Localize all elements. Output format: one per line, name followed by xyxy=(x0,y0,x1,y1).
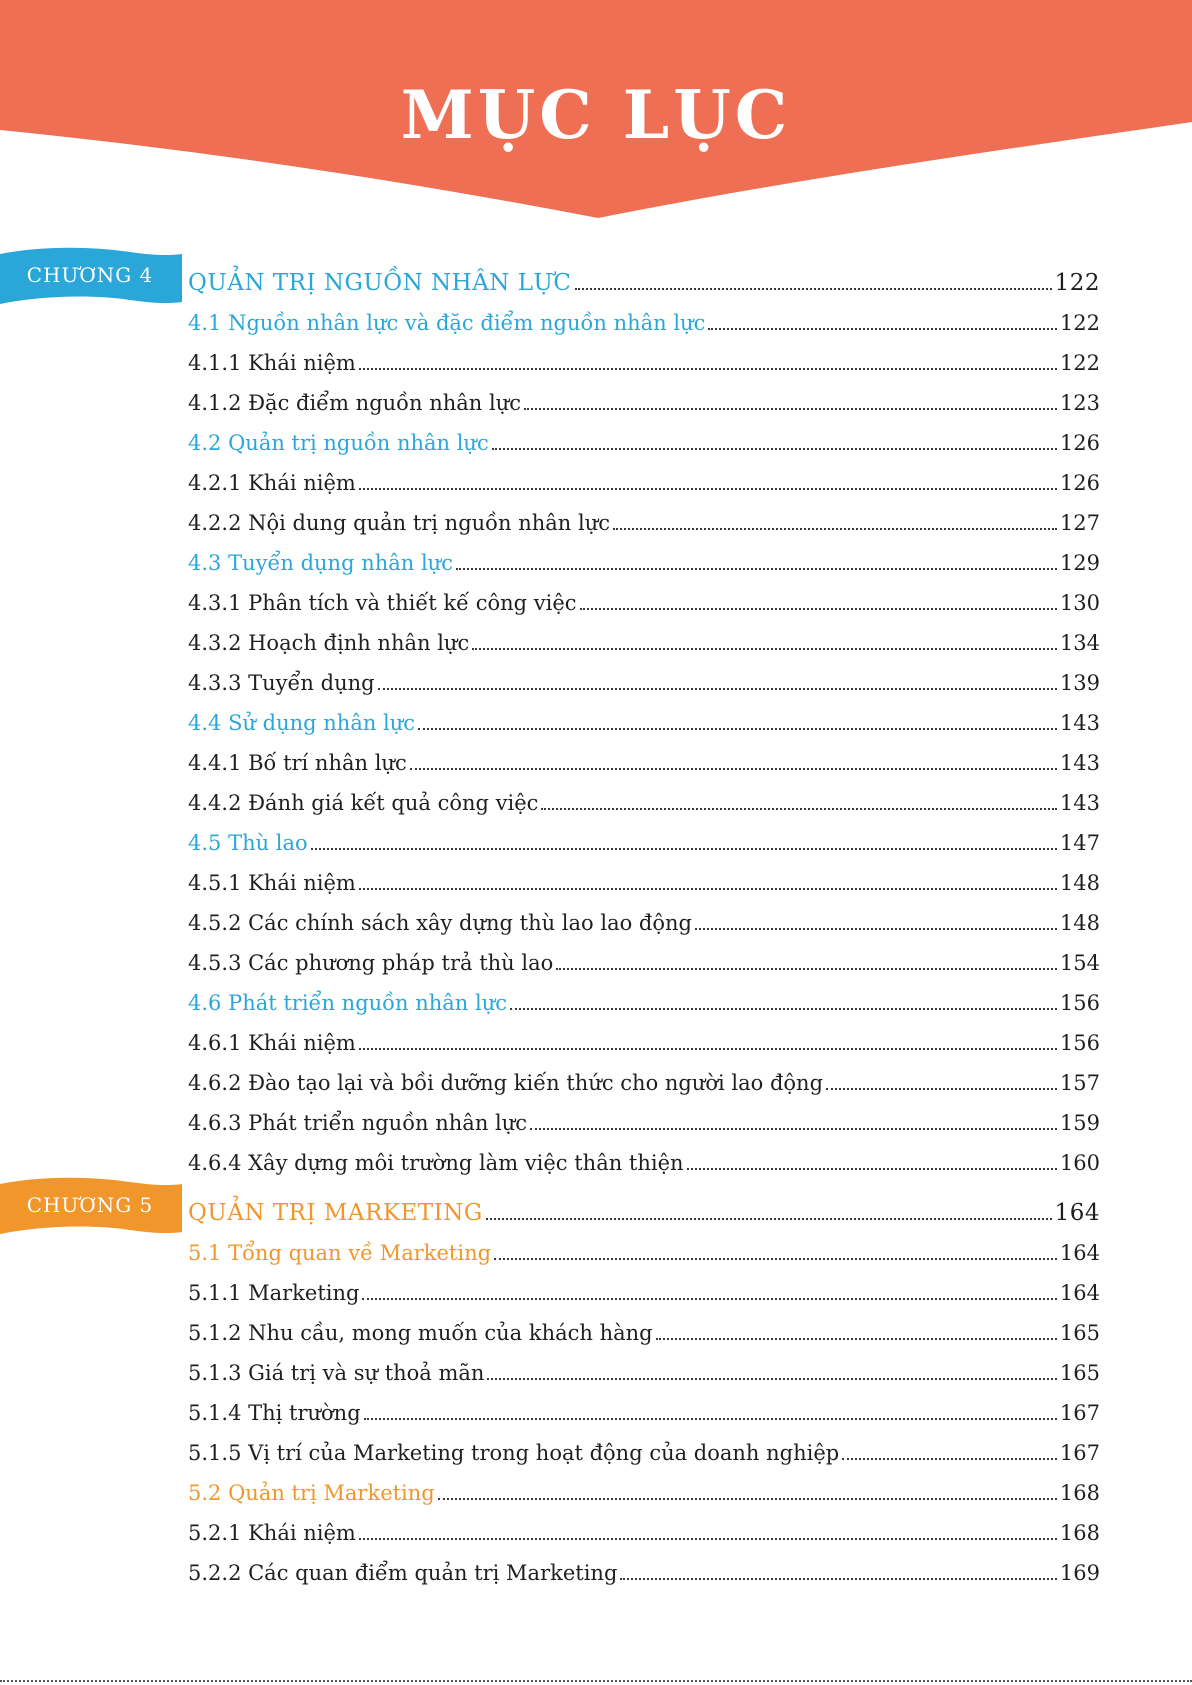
toc-page-number: 164 xyxy=(1059,1241,1100,1265)
toc-entry-title: 5.1.5 Vị trí của Marketing trong hoạt động của doanh nghiệp xyxy=(188,1441,840,1465)
dot-leader xyxy=(656,1338,1057,1340)
toc-entry-title: 4.5.1 Khái niệm xyxy=(188,871,356,895)
toc-page-number: 122 xyxy=(1059,351,1100,375)
toc-chapter-title: QUẢN TRỊ NGUỒN NHÂN LỰC xyxy=(188,270,572,296)
page-title: MỤC LỤC xyxy=(400,76,792,154)
toc-entry[interactable] xyxy=(188,742,1100,776)
dot-leader xyxy=(359,1048,1057,1050)
toc-entry[interactable] xyxy=(188,862,1100,896)
toc-entry-title: 5.1.4 Thị trường xyxy=(188,1401,361,1425)
toc-entry-title: 4.2.2 Nội dung quản trị nguồn nhân lực xyxy=(188,511,610,535)
dot-leader xyxy=(487,1378,1056,1380)
toc-page-number: 169 xyxy=(1059,1561,1100,1585)
toc-entry[interactable] xyxy=(188,1272,1100,1306)
toc-page-number: 165 xyxy=(1059,1321,1100,1345)
dot-leader xyxy=(438,1498,1057,1500)
toc-entry-title: 4.6.4 Xây dựng môi trường làm việc thân thiện xyxy=(188,1151,684,1175)
toc-entry[interactable] xyxy=(188,1102,1100,1136)
toc-page-number: 126 xyxy=(1059,431,1100,455)
toc-chapter-4[interactable] xyxy=(188,262,1100,296)
toc-entry-title: 4.3.2 Hoạch định nhân lực xyxy=(188,631,470,655)
dot-leader xyxy=(580,608,1057,610)
toc-page-number: 139 xyxy=(1059,671,1100,695)
toc-page-number: 160 xyxy=(1059,1151,1100,1175)
toc-entry-title: 4.3 Tuyển dụng nhân lực xyxy=(188,551,453,575)
toc-entry-title: 4.1 Nguồn nhân lực và đặc điểm nguồn nhân lực xyxy=(188,311,706,335)
dot-leader xyxy=(364,1418,1057,1420)
toc-entry[interactable] xyxy=(188,582,1100,616)
toc-entry[interactable] xyxy=(188,662,1100,696)
dot-leader xyxy=(486,1218,1052,1220)
dot-leader xyxy=(359,488,1057,490)
toc-entry[interactable] xyxy=(188,1232,1100,1266)
toc-entry[interactable] xyxy=(188,822,1100,856)
toc-page-number: 123 xyxy=(1059,391,1100,415)
toc-entry-title: 4.1.1 Khái niệm xyxy=(188,351,356,375)
toc-entry-title: 5.2.2 Các quan điểm quản trị Marketing xyxy=(188,1561,618,1585)
dot-leader xyxy=(826,1088,1057,1090)
toc-page-number: 164 xyxy=(1059,1281,1100,1305)
dot-leader xyxy=(530,1128,1057,1130)
toc-page-number: 134 xyxy=(1059,631,1100,655)
toc-page-number: 168 xyxy=(1059,1521,1100,1545)
toc-page-number: 157 xyxy=(1059,1071,1100,1095)
toc-page-number: 154 xyxy=(1059,951,1100,975)
toc-page-number: 165 xyxy=(1059,1361,1100,1385)
toc-entry-title: 5.1.1 Marketing xyxy=(188,1281,360,1305)
toc-entry[interactable] xyxy=(188,542,1100,576)
toc-entry-title: 4.4.2 Đánh giá kết quả công việc xyxy=(188,791,539,815)
toc-entry-title: 4.5 Thù lao xyxy=(188,831,308,855)
toc-entry[interactable] xyxy=(188,1512,1100,1546)
dot-leader xyxy=(492,448,1057,450)
toc-page-number: 148 xyxy=(1059,911,1100,935)
toc-entry[interactable] xyxy=(188,622,1100,656)
toc-entry[interactable] xyxy=(188,942,1100,976)
toc-page-number: 164 xyxy=(1054,1200,1100,1226)
dot-leader xyxy=(687,1168,1057,1170)
toc-entry-title: 4.5.3 Các phương pháp trả thù lao xyxy=(188,951,554,975)
dot-leader xyxy=(613,528,1057,530)
dot-leader xyxy=(311,848,1057,850)
toc-entry[interactable] xyxy=(188,422,1100,456)
toc-entry[interactable] xyxy=(188,1392,1100,1426)
dot-leader xyxy=(359,368,1057,370)
toc-entry-title: 4.3.1 Phân tích và thiết kế công việc xyxy=(188,591,577,615)
toc-entry[interactable] xyxy=(188,1142,1100,1176)
toc-entry-title: 5.1 Tổng quan về Marketing xyxy=(188,1241,492,1265)
dot-leader xyxy=(510,1008,1057,1010)
toc-entry-title: 4.4 Sử dụng nhân lực xyxy=(188,711,416,735)
toc-page-number: 143 xyxy=(1059,791,1100,815)
footer-divider xyxy=(0,1680,1192,1682)
toc-page-number: 143 xyxy=(1059,751,1100,775)
dot-leader xyxy=(362,1298,1056,1300)
dot-leader xyxy=(472,648,1057,650)
toc-entry[interactable] xyxy=(188,902,1100,936)
dot-leader xyxy=(541,808,1057,810)
dot-leader xyxy=(410,768,1057,770)
toc-entry[interactable] xyxy=(188,462,1100,496)
toc-entry-title: 4.2.1 Khái niệm xyxy=(188,471,356,495)
dot-leader xyxy=(494,1258,1057,1260)
toc-entry-title: 4.6.2 Đào tạo lại và bồi dưỡng kiến thức cho người lao động xyxy=(188,1071,824,1095)
toc-page-number: 143 xyxy=(1059,711,1100,735)
toc-entry[interactable] xyxy=(188,502,1100,536)
toc-page-number: 156 xyxy=(1059,1031,1100,1055)
chapter-4-tag-label: CHƯƠNG 4 xyxy=(26,263,154,287)
toc-entry[interactable] xyxy=(188,1352,1100,1386)
dot-leader xyxy=(456,568,1057,570)
toc-chapter-5[interactable] xyxy=(188,1192,1100,1226)
toc-entry-title: 5.1.2 Nhu cầu, mong muốn của khách hàng xyxy=(188,1321,653,1345)
toc-entry-title: 4.6.1 Khái niệm xyxy=(188,1031,356,1055)
toc-entry[interactable] xyxy=(188,1472,1100,1506)
toc-entry-title: 4.6.3 Phát triển nguồn nhân lực xyxy=(188,1111,528,1135)
toc-entry-title: 4.6 Phát triển nguồn nhân lực xyxy=(188,991,507,1015)
toc-page-number: 130 xyxy=(1059,591,1100,615)
toc-page-number: 168 xyxy=(1059,1481,1100,1505)
dot-leader xyxy=(378,688,1057,690)
toc-entry[interactable] xyxy=(188,302,1100,336)
toc-page-number: 129 xyxy=(1059,551,1100,575)
toc-page-number: 147 xyxy=(1059,831,1100,855)
dot-leader xyxy=(695,928,1057,930)
dot-leader xyxy=(708,328,1057,330)
toc-page-number: 127 xyxy=(1059,511,1100,535)
dot-leader xyxy=(359,1538,1057,1540)
toc-entry[interactable] xyxy=(188,1432,1100,1466)
toc-page-number: 159 xyxy=(1059,1111,1100,1135)
toc-entry[interactable] xyxy=(188,702,1100,736)
toc-page-number: 156 xyxy=(1059,991,1100,1015)
toc-entry-title: 5.1.3 Giá trị và sự thoả mãn xyxy=(188,1361,485,1385)
toc-chapter-title: QUẢN TRỊ MARKETING xyxy=(188,1200,483,1226)
toc-entry[interactable] xyxy=(188,342,1100,376)
toc-entry-title: 4.2 Quản trị nguồn nhân lực xyxy=(188,431,489,455)
toc-page-number: 126 xyxy=(1059,471,1100,495)
dot-leader xyxy=(524,408,1057,410)
toc-entry[interactable] xyxy=(188,1552,1100,1586)
toc-entry-title: 5.2 Quản trị Marketing xyxy=(188,1481,435,1505)
dot-leader xyxy=(620,1578,1057,1580)
toc-entry[interactable] xyxy=(188,1022,1100,1056)
dot-leader xyxy=(575,288,1052,290)
toc-entry[interactable] xyxy=(188,1062,1100,1096)
toc-page-number: 167 xyxy=(1059,1401,1100,1425)
toc-entry-title: 4.5.2 Các chính sách xây dựng thù lao lao động xyxy=(188,911,692,935)
toc-entry[interactable] xyxy=(188,782,1100,816)
toc-entry-title: 5.2.1 Khái niệm xyxy=(188,1521,356,1545)
toc-entry-title: 4.4.1 Bố trí nhân lực xyxy=(188,751,407,775)
toc-page-number: 122 xyxy=(1059,311,1100,335)
toc-entry[interactable] xyxy=(188,1312,1100,1346)
toc-entry-title: 4.3.3 Tuyển dụng xyxy=(188,671,375,695)
dot-leader xyxy=(359,888,1057,890)
dot-leader xyxy=(556,968,1057,970)
dot-leader xyxy=(842,1458,1057,1460)
toc-entry[interactable] xyxy=(188,382,1100,416)
toc-page-number: 122 xyxy=(1054,270,1100,296)
toc-entry-title: 4.1.2 Đặc điểm nguồn nhân lực xyxy=(188,391,521,415)
toc-entry[interactable] xyxy=(188,982,1100,1016)
chapter-5-tag-label: CHƯƠNG 5 xyxy=(26,1193,154,1217)
toc-page-number: 148 xyxy=(1059,871,1100,895)
toc-page-number: 167 xyxy=(1059,1441,1100,1465)
dot-leader xyxy=(418,728,1057,730)
